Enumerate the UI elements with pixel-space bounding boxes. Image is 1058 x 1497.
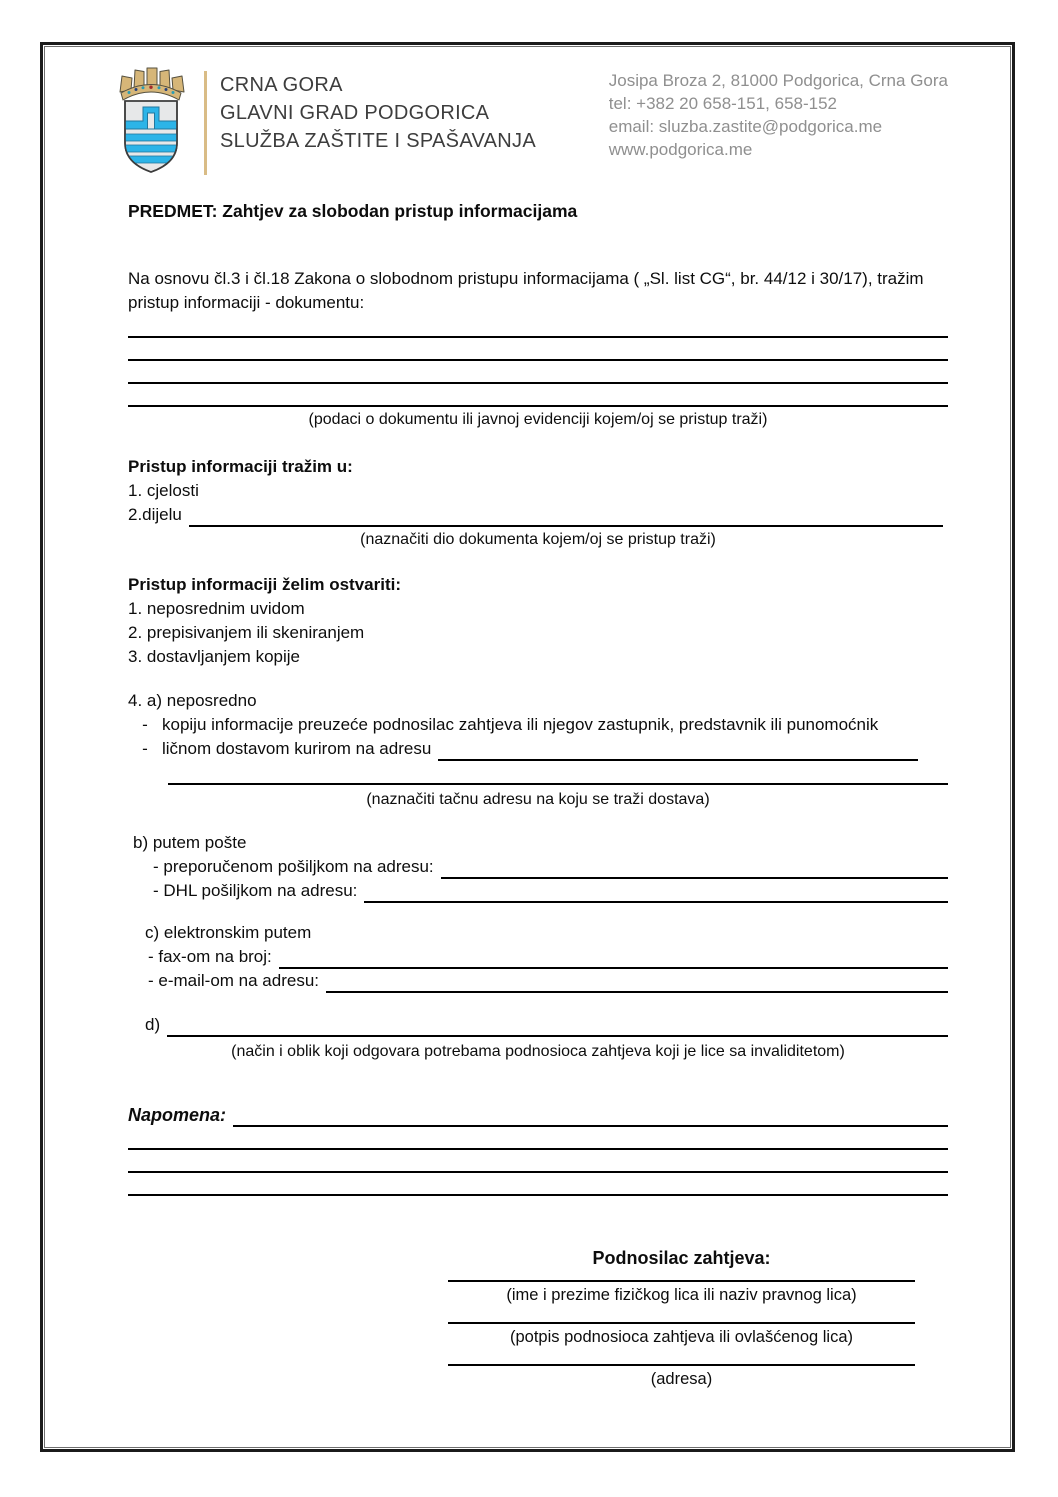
scope-option-cjelosti: 1. cjelosti xyxy=(128,481,199,500)
fax-number-label: - fax-om na broj: xyxy=(148,947,272,966)
delivery-c-item-1 xyxy=(148,945,948,969)
contact-phone: tel: +382 20 658-151, 658-152 xyxy=(608,94,838,113)
delivery-a-bullet-2-row xyxy=(162,737,918,761)
signature-block xyxy=(448,1246,915,1390)
postal-address-fill-line[interactable] xyxy=(441,855,948,879)
contact-address: Josipa Broza 2, 81000 Podgorica, Crna Gora xyxy=(608,71,948,90)
signature-sign-caption: (potpis podnosioca zahtjeva ili ovlašćenog lica) xyxy=(509,1328,854,1346)
bullet-dash: - xyxy=(142,739,148,758)
document-description-line-4[interactable] xyxy=(128,384,948,407)
postal-address-label: - preporučenom pošiljkom na adresu: xyxy=(153,857,434,876)
dijelu-fill-line[interactable] xyxy=(189,503,943,527)
document-description-line-2[interactable] xyxy=(128,338,948,361)
form-content xyxy=(43,45,1012,1390)
delivery-a-bullet-1-text: kopiju informacije preuzeće podnosilac zahtjeva ili njegov zastupnik, predstavnik ili punomoćnik xyxy=(162,715,879,734)
delivery-a-bullet-2 xyxy=(128,737,948,761)
delivery-d-label: d) xyxy=(145,1015,161,1034)
dhl-address-label: - DHL pošiljkom na adresu: xyxy=(153,881,358,900)
intro-paragraph: Na osnovu čl.3 i čl.18 Zakona o slobodnom pristupu informacijama ( „Sl. list CG“, br. 44/12 i 30/17), tražim pristup informaciji - dokumentu: xyxy=(128,269,924,312)
signature-address-line[interactable] xyxy=(448,1348,915,1366)
letterhead-separator xyxy=(204,71,207,175)
note-lines xyxy=(128,1127,948,1196)
document-caption: (podaci o dokumentu ili javnoj evidenciji kojem/oj se pristup traži) xyxy=(308,411,768,428)
kurir-address-line-2[interactable] xyxy=(168,773,948,785)
podgorica-coat-of-arms-icon xyxy=(116,59,186,175)
signature-name-line[interactable] xyxy=(448,1270,915,1282)
method-item-uvid: 1. neposrednim uvidom xyxy=(128,599,305,618)
delivery-c-item-2 xyxy=(148,969,948,993)
signature-name-caption: (ime i prezime fizičkog lica ili naziv pravnog lica) xyxy=(506,1286,857,1304)
signature-heading: Podnosilac zahtjeva: xyxy=(592,1248,771,1268)
fax-number-fill-line[interactable] xyxy=(279,945,948,969)
note-label: Napomena: xyxy=(128,1105,227,1125)
delivery-b-label: b) putem pošte xyxy=(133,833,247,852)
document-description-lines xyxy=(128,315,948,407)
signature-address-caption: (adresa) xyxy=(650,1370,713,1388)
delivery-b-item-1 xyxy=(153,855,948,879)
scope-caption: (naznačiti dio dokumenta kojem/oj se pristup traži) xyxy=(360,531,716,548)
d-option-fill-line[interactable] xyxy=(167,1013,948,1037)
subject-line: PREDMET: Zahtjev za slobodan pristup informacijama xyxy=(128,201,578,221)
org-line-city: GLAVNI GRAD PODGORICA xyxy=(220,102,490,124)
org-title-block xyxy=(220,71,536,155)
contact-website: www.podgorica.me xyxy=(608,140,753,159)
scope-option-dijelu-label: 2.dijelu xyxy=(128,505,182,524)
contact-block xyxy=(609,69,948,161)
contact-email: email: sluzba.zastite@podgorica.me xyxy=(608,117,883,136)
method-item-prepisivanje: 2. prepisivanjem ili skeniranjem xyxy=(128,623,365,642)
delivery-a-bullet-1 xyxy=(128,713,948,737)
document-description-line-1[interactable] xyxy=(128,315,948,338)
dhl-address-fill-line[interactable] xyxy=(364,879,948,903)
note-fill-line[interactable] xyxy=(233,1103,948,1127)
page-border xyxy=(40,42,1015,1452)
note-line-4[interactable] xyxy=(128,1173,948,1196)
delivery-b-item-2 xyxy=(153,879,948,903)
signature-sign-line[interactable] xyxy=(448,1306,915,1324)
delivery-a-label: 4. a) neposredno xyxy=(128,691,257,710)
note-line-2[interactable] xyxy=(128,1127,948,1150)
method-heading: Pristup informaciji želim ostvariti: xyxy=(128,575,402,594)
bullet-dash: - xyxy=(142,715,148,734)
kurir-address-fill-line[interactable] xyxy=(438,737,918,761)
scope-heading: Pristup informaciji tražim u: xyxy=(128,457,353,476)
delivery-d-row xyxy=(145,1013,948,1037)
org-line-country: CRNA GORA xyxy=(220,74,343,96)
email-address-label: - e-mail-om na adresu: xyxy=(148,971,320,990)
delivery-c-label: c) elektronskim putem xyxy=(145,923,312,942)
scope-option-dijelu-row xyxy=(128,503,948,527)
kurir-address-label: ličnom dostavom kurirom na adresu xyxy=(162,739,432,758)
letterhead xyxy=(116,59,948,175)
email-address-fill-line[interactable] xyxy=(326,969,948,993)
delivery-d-caption: (način i oblik koji odgovara potrebama podnosioca zahtjeva koji je lice sa invaliditetom) xyxy=(231,1043,845,1060)
org-line-service: SLUŽBA ZAŠTITE I SPAŠAVANJA xyxy=(220,130,536,152)
note-row xyxy=(128,1103,948,1127)
delivery-a-caption: (naznačiti tačnu adresu na koju se traži dostava) xyxy=(366,791,710,808)
document-description-line-3[interactable] xyxy=(128,361,948,384)
note-line-3[interactable] xyxy=(128,1150,948,1173)
method-item-kopija: 3. dostavljanjem kopije xyxy=(128,647,300,666)
